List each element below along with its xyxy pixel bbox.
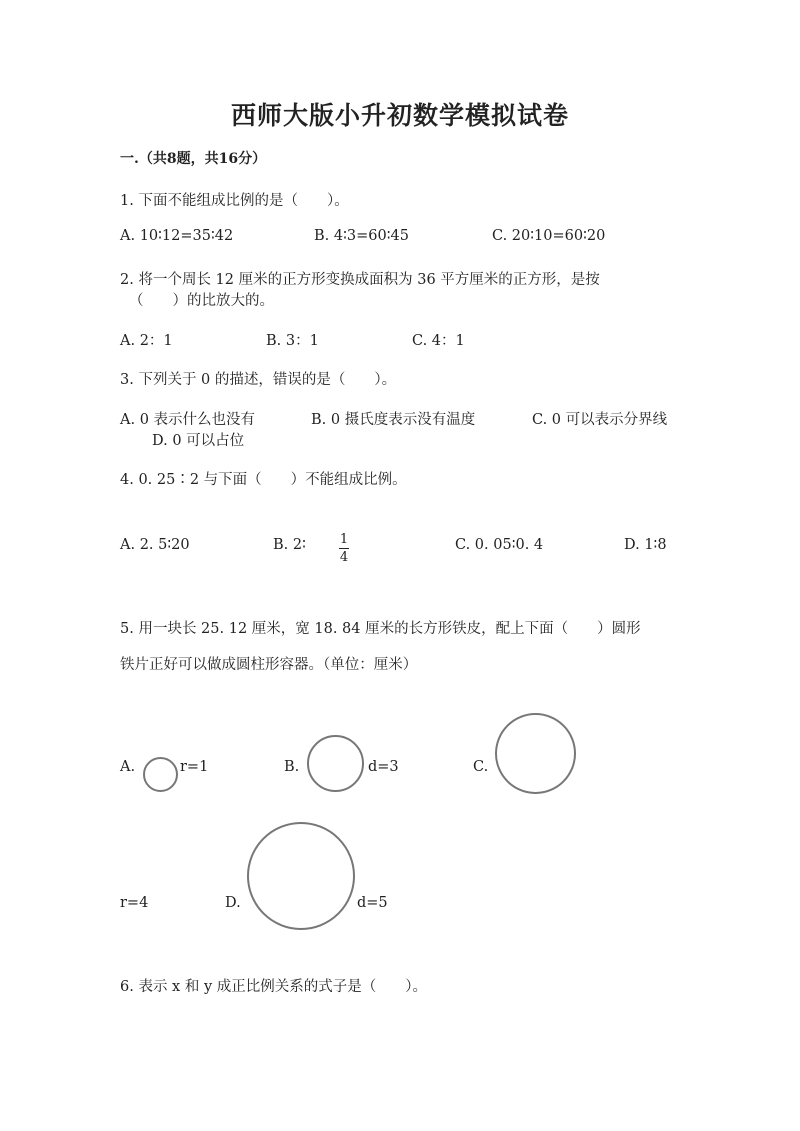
question-1-option-a[interactable]: A. 10∶12=35∶42 <box>120 228 234 244</box>
circle-option-b[interactable] <box>307 735 364 792</box>
question-2-option-b[interactable]: B. 3：1 <box>266 333 319 349</box>
circle-option-d[interactable] <box>247 822 355 930</box>
fraction-bar <box>339 548 349 549</box>
circle-option-a[interactable] <box>143 757 178 792</box>
question-4-option-b[interactable]: B. 2∶ <box>273 537 306 553</box>
section-heading: 一.（共8题，共16分） <box>120 151 267 167</box>
question-5-option-b-letter[interactable]: B. <box>284 759 300 775</box>
question-2-option-c[interactable]: C. 4：1 <box>412 333 465 349</box>
fraction-denominator: 4 <box>339 550 349 565</box>
fraction-one-quarter <box>338 532 350 565</box>
circle-option-c[interactable] <box>495 713 576 794</box>
question-6-stem: 6. 表示 x 和 y 成正比例关系的式子是（ ）。 <box>120 979 427 995</box>
question-3-stem: 3. 下列关于 0 的描述，错误的是（ ）。 <box>120 372 397 388</box>
question-4-stem: 4. 0. 25∶2 与下面（ ）不能组成比例。 <box>120 472 407 488</box>
question-5-option-a-label: r=1 <box>180 759 209 775</box>
question-3-option-a[interactable]: A. 0 表示什么也没有 <box>120 412 256 428</box>
question-2-stem-line-1: 2. 将一个周长 12 厘米的正方形变换成面积为 36 平方厘米的正方形，是按 <box>120 272 600 288</box>
question-4-option-c[interactable]: C. 0. 05∶0. 4 <box>455 537 544 553</box>
question-5-option-d-letter[interactable]: D. <box>225 895 241 911</box>
question-2-option-a[interactable]: A. 2：1 <box>120 333 173 349</box>
question-5-option-c-letter[interactable]: C. <box>473 759 489 775</box>
question-3-option-c[interactable]: C. 0 可以表示分界线 <box>532 412 668 428</box>
question-5-stem-line-2: 铁片正好可以做成圆柱形容器。（单位：厘米） <box>120 657 418 673</box>
question-1-stem: 1. 下面不能组成比例的是（ ）。 <box>120 193 349 209</box>
question-3-option-d[interactable]: D. 0 可以占位 <box>152 433 245 449</box>
fraction-numerator: 1 <box>339 532 349 547</box>
question-4-option-d[interactable]: D. 1∶8 <box>624 537 667 553</box>
question-5-stem-line-1: 5. 用一块长 25. 12 厘米，宽 18. 84 厘米的长方形铁皮，配上下面（ ）圆形 <box>120 621 641 637</box>
question-5-option-d-label: d=5 <box>357 895 388 911</box>
question-3-option-b[interactable]: B. 0 摄氏度表示没有温度 <box>311 412 476 428</box>
question-5-option-a-letter[interactable]: A. <box>120 759 136 775</box>
question-4-option-a[interactable]: A. 2. 5∶20 <box>120 537 190 553</box>
question-2-stem-line-2: （ ）的比放大的。 <box>129 293 274 309</box>
page-title: 西师大版小升初数学模拟试卷 <box>230 101 569 130</box>
question-1-option-b[interactable]: B. 4∶3=60∶45 <box>314 228 409 244</box>
question-5-option-c-label: r=4 <box>120 895 149 911</box>
question-5-option-b-label: d=3 <box>368 759 399 775</box>
question-1-option-c[interactable]: C. 20∶10=60∶20 <box>492 228 606 244</box>
